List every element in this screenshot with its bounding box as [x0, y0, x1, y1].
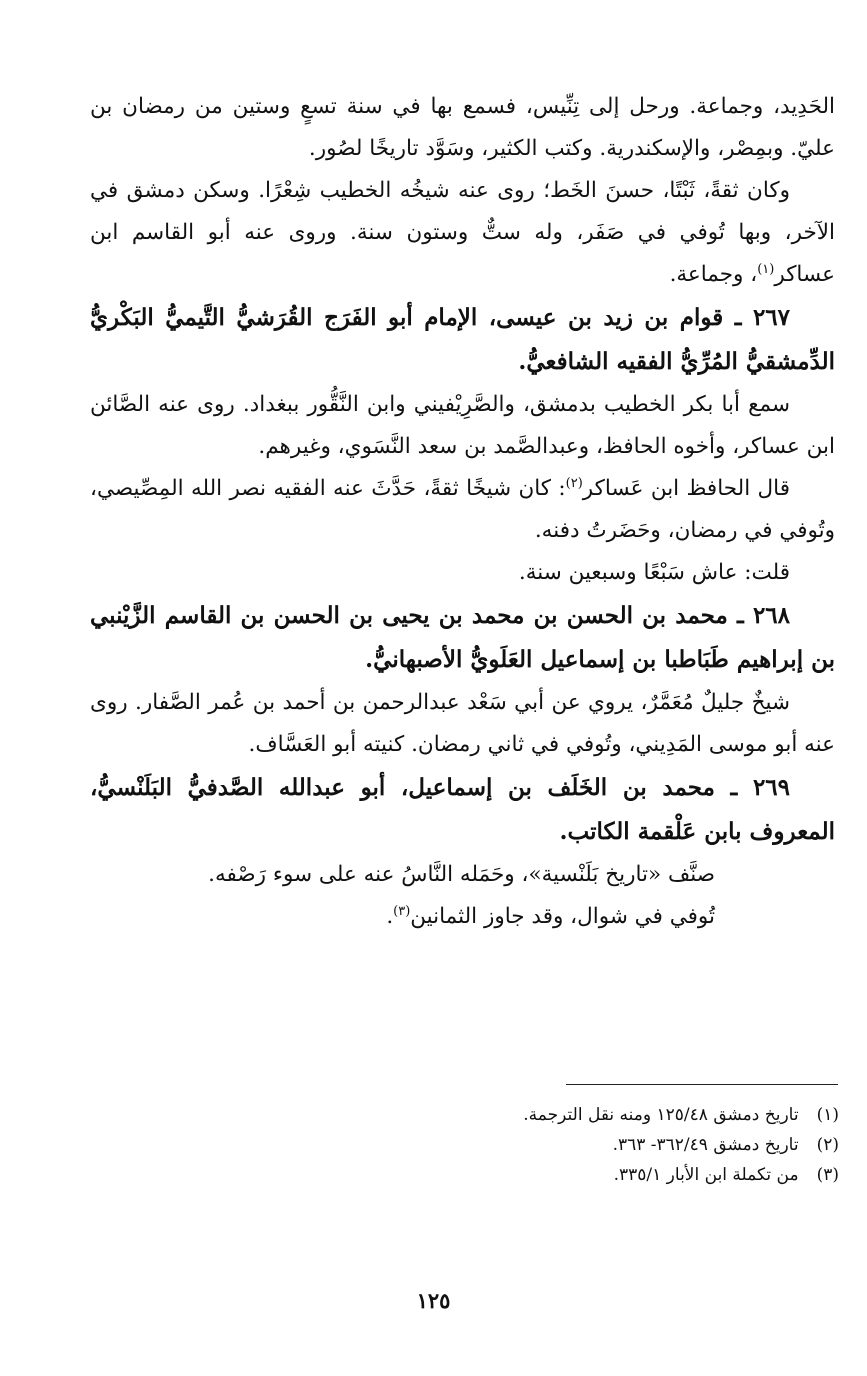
footnotes	[320, 1100, 839, 1190]
paragraph-heard: سمع أبا بكر الخطيب بدمشق، والصَّرِيْفيني وابن النَّقُّور ببغداد. روى عنه الصَّائن ابن عساكر، وأخوه الحافظ، وعبدالصَّمد بن سعد النَّسَوي، وغيرهم.	[90, 392, 835, 459]
paragraph-ibn-asakir	[90, 468, 835, 552]
footnote-3	[320, 1160, 839, 1190]
paragraph-travels: الحَدِيد، وجماعة. ورحل إلى تِنِّيس، فسمع بها في سنة تسعٍ وستين من رمضان بن عليّ. وبمِصْر، والإسكندرية. وكتب الكثير، وسَوَّد تاريخًا لصُور.	[90, 94, 836, 161]
footnote-ref-1: (١)	[757, 261, 775, 277]
footnote-ref-2: (٢)	[565, 475, 583, 491]
footnote-text: تاريخ دمشق ٣٦٢/٤٩- ٣٦٣.	[612, 1135, 799, 1155]
footnote-2	[320, 1130, 839, 1160]
footnote-text: تاريخ دمشق ١٢٥/٤٨ ومنه نقل الترجمة.	[523, 1105, 799, 1125]
footnote-number: (٣)	[816, 1165, 839, 1185]
footnote-separator	[566, 1084, 838, 1085]
page-number: ١٢٥	[416, 1288, 451, 1313]
paragraph-lived: قلت: عاش سَبْعًا وسبعين سنة.	[518, 560, 790, 585]
paragraph-reliability	[90, 170, 835, 296]
paragraph-authored: صنَّف «تاريخ بَلَنْسية»، وحَمَله النَّاسُ عنه على سوء رَصْفه.	[208, 862, 715, 887]
paragraph-reliability-tail: ، وجماعة.	[669, 262, 758, 287]
paragraph-died-tail: .	[386, 904, 394, 929]
paragraph-sheikh: شيخٌ جليلٌ مُعَمَّرٌ، يروي عن أبي سَعْد عبدالرحمن بن أحمد بن عُمر الصَّفار. روى عنه أبو موسى المَدِيني، وتُوفي في ثاني رمضان. كنيته أبو العَسَّاف.	[90, 690, 835, 757]
footnote-text: من تكملة ابن الأبار ٣٣٥/١.	[613, 1165, 799, 1185]
main-text	[90, 86, 835, 938]
footnote-number: (١)	[816, 1105, 839, 1125]
paragraph-reliability-text: وكان ثقةً، ثَبْتًا، حسنَ الخَط؛ روى عنه شيخُه الخطيب شِعْرًا. وسكن دمشق في الآخر، وبها تُوفي في صَفَر، وله ستٌّ وستون سنة. وروى عنه أبو القاسم ابن عساكر	[90, 178, 835, 287]
paragraph-died-text: تُوفي في شوال، وقد جاوز الثمانين	[410, 904, 715, 929]
footnote-1	[320, 1100, 839, 1130]
footnote-number: (٢)	[816, 1135, 839, 1155]
entry-heading-269: ٢٦٩ ـ محمد بن الخَلَف بن إسماعيل، أبو عبدالله الصَّدفيُّ البَلَنْسيُّ، المعروف بابن عَلْقمة الكاتب.	[90, 774, 835, 845]
footnote-ref-3: (٣)	[393, 903, 411, 919]
paragraph-died	[90, 896, 835, 938]
entry-heading-268: ٢٦٨ ـ محمد بن الحسن بن محمد بن يحيى بن الحسن بن القاسم الزَّيْنبي بن إبراهيم طَبَاطبا بن إسماعيل العَلَويُّ الأصبهانيُّ.	[90, 602, 835, 673]
paragraph-ibn-asakir-head: قال الحافظ ابن عَساكر	[582, 476, 790, 501]
entry-heading-267: ٢٦٧ ـ قوام بن زيد بن عيسى، الإمام أبو الفَرَج القُرَشيُّ التَّيميُّ البَكْريُّ الدِّمشقيُّ المُرِّيُّ الفقيه الشافعيُّ.	[90, 304, 835, 375]
paragraph-ibn-asakir-text: : كان شيخًا ثقةً، حَدَّثَ عنه الفقيه نصر الله المِصِّيصي، وتُوفي في رمضان، وحَضَرتُ دفنه.	[90, 476, 835, 543]
